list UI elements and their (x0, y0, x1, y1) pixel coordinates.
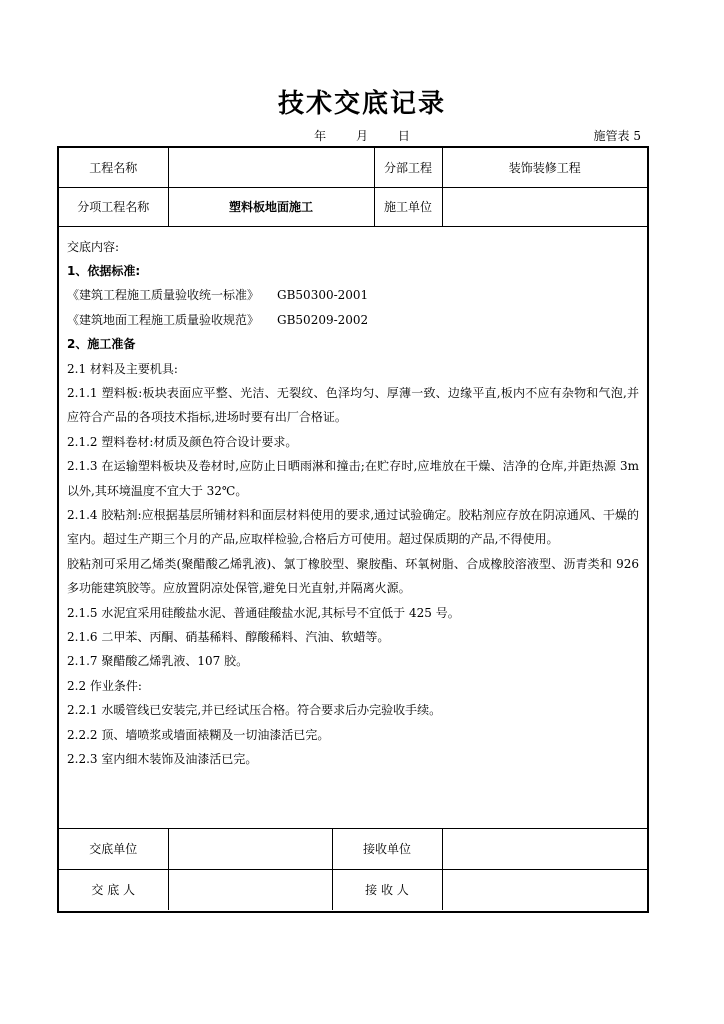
receiver-unit-label: 接收单位 (332, 828, 442, 869)
receiver-person-label: 接 收 人 (332, 869, 442, 910)
receiver-unit-field[interactable] (442, 828, 647, 869)
date-month-label: 月 (355, 129, 368, 143)
contractor-field[interactable] (442, 187, 647, 226)
signature-row-person (59, 869, 647, 910)
project-name-field[interactable] (168, 148, 374, 187)
item-name-field[interactable]: 塑料板地面施工 (168, 187, 374, 226)
content-paragraph: 2.2.1 水暖管线已安装完,并已经试压合格。符合要求后办完验收手续。 (67, 703, 442, 718)
section-heading-preparation: 2、施工准备 (67, 337, 136, 352)
handover-content (59, 227, 647, 828)
standard-item (67, 283, 639, 307)
record-sheet (57, 146, 649, 913)
signature-table (59, 828, 647, 911)
header-table (59, 148, 647, 227)
header-row-project (59, 148, 647, 187)
content-paragraph: 2.1.2 塑料卷材:材质及颜色符合设计要求。 (67, 434, 298, 449)
header-row-item (59, 187, 647, 226)
content-paragraph: 胶粘剂可采用乙烯类(聚醋酸乙烯乳液)、氯丁橡胶型、聚胺酯、环氧树脂、合成橡胶溶液型、沥青类和 926 多功能建筑胶等。应放置阴凉处保管,避免日光直射,并隔离火源。 (67, 556, 639, 596)
content-paragraph: 2.1.4 胶粘剂:应根据基层所铺材料和面层材料使用的要求,通过试验确定。胶粘剂应存放在阴凉通风、干燥的室内。超过生产期三个月的产品,应取样检验,合格后方可使用。超过保质期的产品,不得使用。 (67, 507, 639, 547)
standard-code: GB50300-2001 (277, 288, 369, 303)
content-intro: 交底内容: (67, 239, 120, 254)
handover-person-field[interactable] (168, 869, 332, 910)
date-day-label: 日 (397, 129, 410, 143)
receiver-person-field[interactable] (442, 869, 647, 910)
date-year-label: 年 (314, 129, 327, 143)
standard-item (67, 308, 639, 332)
standard-name: 《建筑工程施工质量验收统一标准》 (67, 288, 260, 303)
item-name-label: 分项工程名称 (59, 187, 168, 226)
handover-person-label: 交 底 人 (59, 869, 168, 910)
content-paragraph: 2.2.3 室内细木装饰及油漆活已完。 (67, 752, 258, 767)
standard-code: GB50209-2002 (277, 312, 369, 327)
content-paragraph: 2.1 材料及主要机具: (67, 361, 178, 376)
content-paragraph: 2.1.5 水泥宜采用硅酸盐水泥、普通硅酸盐水泥,其标号不宜低于 425 号。 (67, 605, 460, 620)
signature-row-unit (59, 828, 647, 869)
project-name-label: 工程名称 (59, 148, 168, 187)
content-paragraph: 2.2 作业条件: (67, 678, 142, 693)
content-paragraph: 2.1.7 聚醋酸乙烯乳液、107 胶。 (67, 654, 249, 669)
section-heading-standards: 1、依据标准: (67, 263, 141, 278)
sub-project-label: 分部工程 (374, 148, 442, 187)
handover-unit-label: 交底单位 (59, 828, 168, 869)
content-paragraph: 2.1.6 二甲苯、丙酮、硝基稀料、醇酸稀料、汽油、软蜡等。 (67, 630, 390, 644)
form-number: 施管表 5 (593, 129, 641, 143)
document-title: 技术交底记录 (277, 89, 446, 119)
sub-project-field[interactable]: 装饰装修工程 (442, 148, 647, 187)
standard-name: 《建筑地面工程施工质量验收规范》 (67, 312, 260, 327)
contractor-label: 施工单位 (374, 187, 442, 226)
handover-unit-field[interactable] (168, 828, 332, 869)
content-paragraph: 2.2.2 顶、墙喷浆或墙面裱糊及一切油漆活已完。 (67, 727, 330, 742)
content-paragraph: 2.1.3 在运输塑料板块及卷材时,应防止日晒雨淋和撞击;在贮存时,应堆放在干燥、洁净的仓库,并距热源 3m 以外,其环境温度不宜大于 32℃。 (67, 459, 639, 498)
content-paragraph: 2.1.1 塑料板:板块表面应平整、光洁、无裂纹、色泽均匀、厚薄一致、边缘平直,板内不应有杂物和气泡,并应符合产品的各项技术指标,进场时要有出厂合格证。 (67, 385, 639, 425)
